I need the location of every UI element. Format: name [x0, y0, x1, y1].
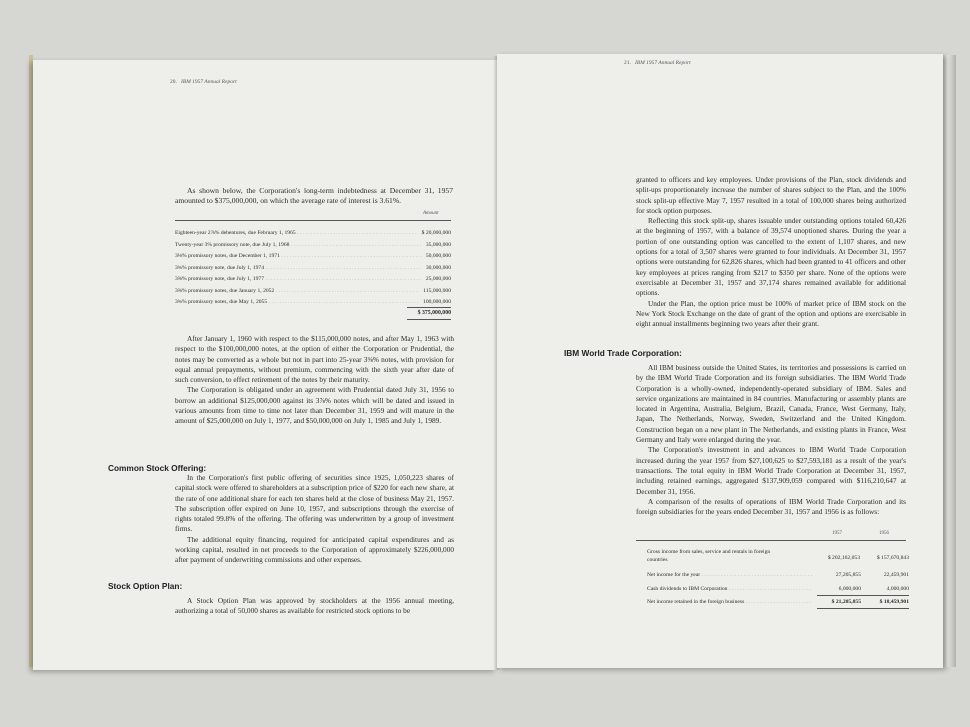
debt-amount-column-header: Amount — [423, 211, 439, 216]
debt-total-double-rule — [407, 319, 451, 320]
right-page — [497, 54, 943, 668]
column-1956-header: 1956 — [879, 531, 889, 536]
page-stack-right-edge — [942, 55, 956, 667]
debt-row: 3¾% promissory notes, due May 1, 2055 . . . 100,000,000 — [175, 299, 451, 305]
debt-paragraphs: After January 1, 1960 with respect to the $115,000,000 notes, and after May 1, 1963 with respect to the $100,000,000 notes, at the option of either the Corporation or Prudential, the notes may be converted as a whole but not in part into 25-year 3⅜% notes, with provision for equal annual prepayments, without premium, commencing with the sixth year after date of such conversion, to effect retirement of the notes by their maturity. The Corporation is obligated under an agreement with Prudential dated July 31, 1956 to borrow an additional $125,000,000 against its 3⅞% notes which will be dated and issued in various amounts from time to time not later than December 31, 1959 and will mature in the amount of $25,000,000 on July 1, 1977, and $50,000,000 on July 1, 1985 and July 1, 1989. — [175, 334, 454, 426]
right-page-title: IBM 1957 Annual Report — [635, 60, 691, 66]
stock-option-heading: Stock Option Plan: — [108, 581, 183, 591]
results-row: Net income for the year . . . 27,205,855 22,459,901 — [647, 572, 909, 578]
debt-total-rule — [407, 307, 451, 308]
right-page-header — [624, 60, 691, 66]
results-subtotal-rule — [817, 595, 909, 596]
world-trade-heading: IBM World Trade Corporation: — [564, 348, 682, 358]
debt-row: 3⅜% promissory note, due July 1, 1977 . . . 25,000,000 — [175, 276, 451, 282]
option-paragraphs: granted to officers and key employees. Under provisions of the Plan, stock dividends and split-ups proportionately increase the number of shares subject to the Plan, and the 100% stock split-up effective May 7, 1957 resulted in a total of 100,000 shares being authorized for stock option purposes. Reflecting this stock split-up, shares issuable under outstanding options totaled 60,426 at the beginning of 1957, with a balance of 39,574 unoptioned shares. During the year a portion of one outstanding option was cancelled to the extent of 1,107 shares, and new options for a total of 3,507 shares were granted to four individuals. At December 31, 1957 options were outstanding for 62,826 shares, which had been granted to 41 officers and other key employees at prices ranging from $217 to $350 per share. None of the options were exercisable at December 31, 1957 and 37,174 shares remained available for additional options. Under the Plan, the option price must be 100% of market price of IBM stock on the New York Stock Exchange on the date of grant of the option and options are exercisable in eight annual installments beginning two years after their grant. — [636, 175, 906, 329]
common-stock-heading: Common Stock Offering: — [108, 463, 207, 473]
right-page-number: 21. — [624, 60, 631, 66]
column-1957-header: 1957 — [832, 531, 842, 536]
common-stock-paragraphs: In the Corporation's first public offering of securities since 1925, 1,050,223 shares of capital stock were offered to shareholders at a subscription price of $220 for each new share, at the rate of one additional share for each ten shares held at the close of business May 21, 1957. The subscription offer expired on June 10, 1957, and subscriptions through the exercise of rights totaled 99.8% of the offering. The offering was underwritten by a group of investment firms. The additional equity financing, required for anticipated capital expenditures and as working capital, resulted in net proceeds to the Corporation of approximately $226,000,000 after payment of underwriting commissions and other expenses. — [175, 473, 454, 565]
debt-row: 3¾% promissory note, due July 1, 1974 . . . 30,000,000 — [175, 265, 451, 271]
results-row: Net income retained in the foreign business . . . $ 21,205,855 $ 18,459,901 — [647, 599, 909, 605]
results-row: Gross income from sales, service and rentals in foreign countries $ 202,162,053 $ 157,670,843 — [647, 549, 909, 563]
left-page-number: 20. — [170, 79, 177, 85]
world-trade-paragraphs: All IBM business outside the United States, its territories and possessions is carried on by the IBM World Trade Corporation and its foreign subsidiaries. The IBM World Trade Corporation is a wholly-owned, independently-operated subsidiary of IBM. Sales and service organizations are maintained in 84 countries. Manufacturing or assembly plants are located in Argentina, Australia, Belgium, Brazil, Canada, France, West Germany, Italy, Japan, The Netherlands, Norway, Sweden, Switzerland and the United Kingdom. Construction began on a new plant in The Netherlands, and existing plants in France, West Germany and Italy were enlarged during the year. The Corporation's investment in and advances to IBM World Trade Corporation increased during the year 1957 from $27,100,625 to $27,593,181 as a result of the year's transactions. The total equity in IBM World Trade Corporation at December 31, 1957, including retained earnings, aggregated $137,909,059 compared with $116,210,647 at December 31, 1956. A comparison of the results of operations of IBM World Trade Corporation and its foreign subsidiaries for the years ended December 31, 1957 and 1956 is as follows: — [636, 363, 906, 517]
results-row: Cash dividends to IBM Corporation . . . 6,000,000 4,000,000 — [647, 586, 909, 592]
debt-row: 3⅜% promissory notes, due January 1, 2052 . . . 115,000,000 — [175, 288, 451, 294]
debt-table-top-rule — [175, 220, 451, 221]
results-table-top-rule — [636, 540, 906, 541]
debt-total: $ 375,000,000 — [417, 310, 451, 316]
debt-row: Twenty-year 3% promissory note, due July 1, 1968 . . . 35,000,000 — [175, 242, 451, 248]
left-page — [33, 60, 497, 670]
debt-row: 3⅛% promissory notes, due December 1, 1971 . . . 50,000,000 — [175, 253, 451, 259]
stock-option-paragraph: A Stock Option Plan was approved by stockholders at the 1956 annual meeting, authorizing a total of 50,000 shares as available for restricted stock options to be — [175, 596, 454, 616]
left-page-header — [170, 79, 237, 85]
debt-intro: As shown below, the Corporation's long-term indebtedness at December 31, 1957 amounted to $375,000,000, on which the average rate of interest is 3.61%. — [175, 186, 453, 206]
left-page-title: IBM 1957 Annual Report — [181, 79, 237, 85]
debt-row: Eighteen-year 2⅞% debentures, due February 1, 1965 . . . $ 20,000,000 — [175, 230, 451, 236]
results-total-rule — [817, 608, 909, 609]
